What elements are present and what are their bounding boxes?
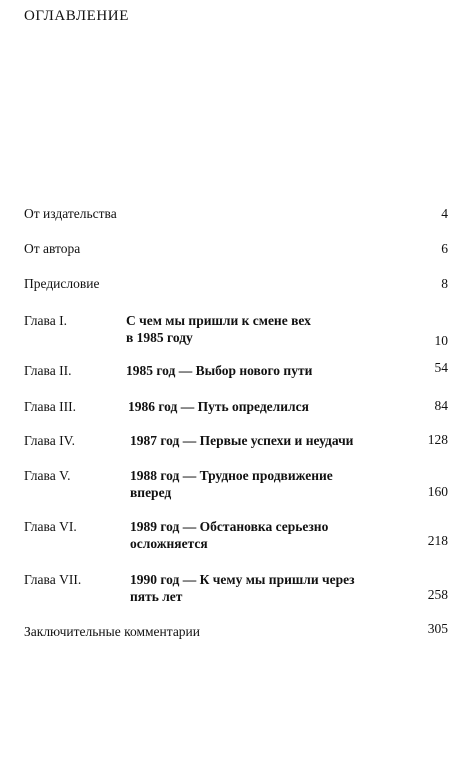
toc-entry-closing-comments[interactable] bbox=[24, 623, 448, 641]
toc-entry-label: От издательства bbox=[24, 206, 117, 221]
toc-entry-page: 305 bbox=[427, 621, 448, 636]
toc-entry-label: Заключительные комментарии bbox=[24, 624, 201, 639]
toc-chapter-title: 1987 год — Первые успехи и неудачи bbox=[130, 433, 354, 448]
toc-chapter-page: 258 bbox=[427, 587, 448, 602]
toc-title: ОГЛАВЛЕНИЕ bbox=[24, 8, 129, 24]
toc-chapter-3[interactable] bbox=[24, 398, 448, 416]
toc-chapter-number: Глава II. bbox=[24, 363, 72, 378]
toc-chapter-4[interactable] bbox=[24, 432, 448, 450]
toc-entry-page: 6 bbox=[441, 241, 448, 256]
toc-chapter-title: 1989 год — Обстановка серьезно осложняется bbox=[130, 519, 329, 551]
toc-chapter-page: 128 bbox=[427, 432, 448, 447]
toc-chapter-title: 1988 год — Трудное продвижение вперед bbox=[130, 468, 333, 500]
toc-chapter-5[interactable] bbox=[24, 467, 448, 503]
toc-chapter-number: Глава III. bbox=[24, 399, 76, 414]
toc-entry-label: От автора bbox=[24, 241, 81, 256]
toc-chapter-number: Глава IV. bbox=[24, 433, 75, 448]
toc-chapter-7[interactable] bbox=[24, 571, 448, 607]
toc-chapter-title: 1985 год — Выбор нового пути bbox=[126, 363, 313, 378]
toc-chapter-title: 1986 год — Путь определился bbox=[128, 399, 309, 414]
toc-chapter-page: 10 bbox=[434, 333, 448, 348]
toc-chapter-page: 84 bbox=[434, 398, 448, 413]
toc-chapter-number: Глава I. bbox=[24, 313, 67, 328]
toc-entry-author[interactable] bbox=[24, 240, 448, 258]
toc-entry-publisher[interactable] bbox=[24, 205, 448, 223]
toc-entry-page: 8 bbox=[441, 276, 448, 291]
toc-chapter-2[interactable] bbox=[24, 362, 448, 380]
toc-chapter-1[interactable] bbox=[24, 312, 448, 348]
toc-chapter-page: 218 bbox=[427, 533, 448, 548]
toc-chapter-title: С чем мы пришли к смене вех в 1985 году bbox=[126, 313, 311, 345]
toc-entry-foreword[interactable] bbox=[24, 275, 448, 293]
toc-entry-page: 4 bbox=[441, 206, 448, 221]
toc-entry-label: Предисловие bbox=[24, 276, 100, 291]
toc-chapter-6[interactable] bbox=[24, 518, 448, 554]
toc-chapter-page: 54 bbox=[434, 360, 448, 375]
toc-chapter-number: Глава VII. bbox=[24, 572, 82, 587]
toc-chapter-number: Глава V. bbox=[24, 468, 71, 483]
toc-chapter-page: 160 bbox=[427, 484, 448, 499]
toc-chapter-title: 1990 год — К чему мы пришли через пять лет bbox=[130, 572, 355, 604]
toc-chapter-number: Глава VI. bbox=[24, 519, 77, 534]
